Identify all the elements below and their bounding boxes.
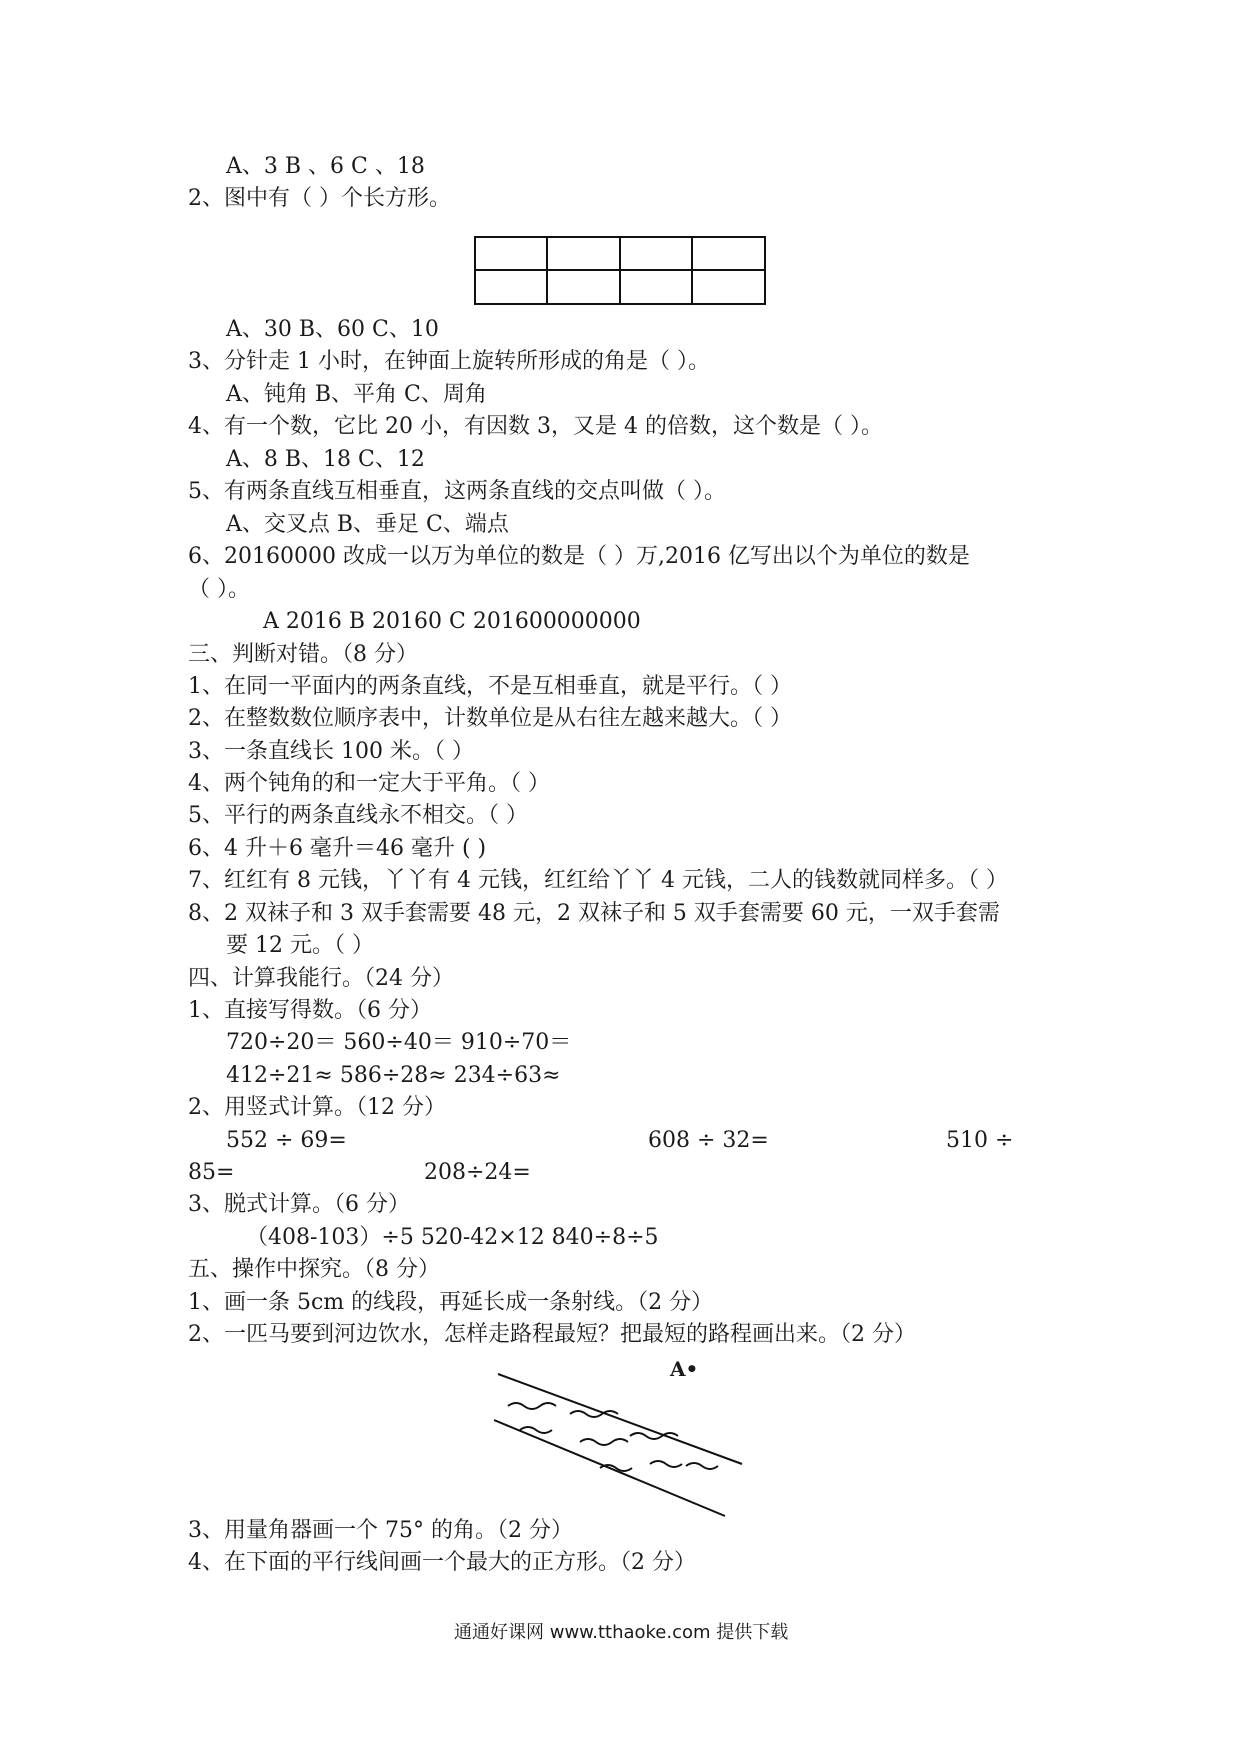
- q6-options: A 2016 B 20160 C 201600000000: [263, 609, 641, 634]
- tf-item-5: 5、平行的两条直线永不相交。（ ）: [188, 803, 528, 828]
- q3-options: A、钝角 B、平角 C、周角: [226, 382, 487, 407]
- tf-item-1: 1、在同一平面内的两条直线，不是互相垂直，就是平行。（ ）: [188, 674, 792, 699]
- op-item-4: 4、在下面的平行线间画一个最大的正方形。（2 分）: [188, 1550, 696, 1575]
- calc-2-problem-1: 552 ÷ 69=: [226, 1128, 347, 1153]
- op-item-3: 3、用量角器画一个 75° 的角。（2 分）: [188, 1518, 573, 1543]
- tf-item-7: 7、红红有 8 元钱，丫丫有 4 元钱，红红给丫丫 4 元钱，二人的钱数就同样多。（ ）: [188, 868, 1008, 893]
- calc-3-problems: （408-103）÷5 520-42×12 840÷8÷5: [246, 1225, 659, 1250]
- calc-1-heading: 1、直接写得数。（6 分）: [188, 998, 432, 1023]
- river-figure: [480, 1368, 750, 1524]
- op-item-1: 1、画一条 5cm 的线段，再延长成一条射线。（2 分）: [188, 1290, 714, 1315]
- calc-1-row-2: 412÷21≈ 586÷28≈ 234÷63≈: [226, 1063, 561, 1088]
- calc-2-problem-2: 608 ÷ 32=: [648, 1128, 769, 1153]
- page-footer: 通通好课网 www.tthaoke.com 提供下载: [454, 1622, 789, 1643]
- tf-item-8: 8、2 双袜子和 3 双手套需要 48 元，2 双袜子和 5 双手套需要 60 元，一双手套需: [188, 901, 1000, 926]
- rectangle-grid-figure: [474, 236, 766, 306]
- op-item-2: 2、一匹马要到河边饮水，怎样走路程最短？把最短的路程画出来。（2 分）: [188, 1322, 916, 1347]
- tf-item-2: 2、在整数数位顺序表中，计数单位是从右往左越来越大。（ ）: [188, 706, 792, 731]
- q5-text: 5、有两条直线互相垂直，这两条直线的交点叫做（ ）。: [188, 479, 726, 504]
- section-5-heading: 五、操作中探究。（8 分）: [188, 1257, 440, 1282]
- q2-text: 2、图中有（ ）个长方形。: [188, 186, 451, 211]
- calc-1-row-1: 720÷20＝ 560÷40＝ 910÷70＝: [226, 1030, 572, 1055]
- calc-2-heading: 2、用竖式计算。（12 分）: [188, 1095, 446, 1120]
- calc-3-heading: 3、脱式计算。（6 分）: [188, 1192, 410, 1217]
- tf-item-6: 6、4 升＋6 毫升＝46 毫升 ( ): [188, 836, 487, 861]
- q6-text-cont: （ ）。: [188, 577, 250, 602]
- q6-text: 6、20160000 改成一以万为单位的数是（ ）万,2016 亿写出以个为单位的数是: [188, 544, 970, 569]
- section-3-heading: 三、判断对错。（8 分）: [188, 642, 418, 667]
- calc-2-problem-3: 510 ÷: [946, 1128, 1014, 1153]
- q5-options: A、交叉点 B、垂足 C、端点: [226, 512, 509, 537]
- calc-2-problem-4: 208÷24=: [424, 1160, 531, 1185]
- point-a-label: A•: [670, 1357, 699, 1381]
- tf-item-4: 4、两个钝角的和一定大于平角。（ ）: [188, 771, 550, 796]
- tf-item-8-cont: 要 12 元。（ ）: [226, 933, 374, 958]
- q2-options: A、30 B、60 C、10: [226, 317, 439, 342]
- q3-text: 3、分针走 1 小时，在钟面上旋转所形成的角是（ ）。: [188, 349, 710, 374]
- q4-text: 4、有一个数，它比 20 小，有因数 3，又是 4 的倍数，这个数是（ ）。: [188, 414, 883, 439]
- q1-options: A、3 B 、6 C 、18: [226, 154, 425, 179]
- calc-2-problem-3-cont: 85=: [188, 1160, 235, 1185]
- tf-item-3: 3、一条直线长 100 米。（ ）: [188, 739, 474, 764]
- section-4-heading: 四、计算我能行。（24 分）: [188, 966, 454, 991]
- q4-options: A、8 B、18 C、12: [226, 447, 425, 472]
